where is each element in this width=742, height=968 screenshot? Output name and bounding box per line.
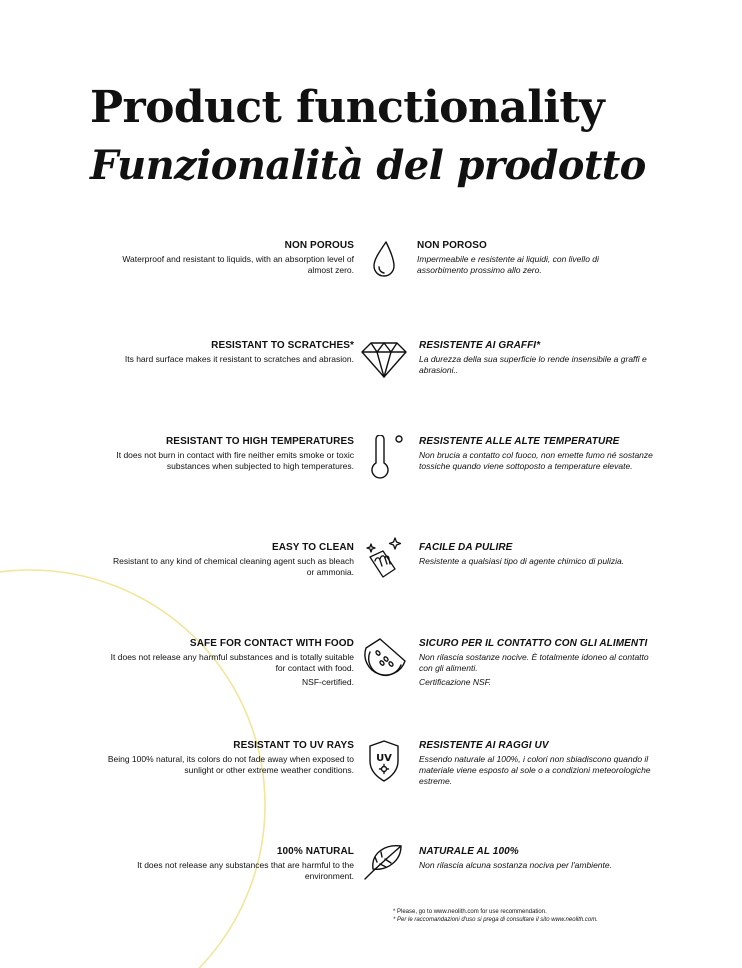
feature-certification-en: NSF-certified. — [302, 677, 354, 687]
feature-description-it: Non brucia a contatto col fuoco, non emette fumo né sostanze tossiche quando viene sottoposto a temperature elevate. — [419, 450, 653, 471]
uv-shield-icon — [361, 739, 407, 783]
feature-text-english — [104, 637, 354, 688]
feature-heading-en: RESISTANT TO UV RAYS — [233, 740, 354, 751]
water-drop-icon — [361, 239, 407, 283]
cleaning-hand-icon — [361, 537, 407, 581]
watermelon-slice-icon — [361, 637, 407, 681]
feature-text-italian — [419, 339, 654, 376]
footnote-it: * Per le raccomandazioni d'uso si prega di consultare il sito www.neolith.com. — [393, 917, 598, 923]
feature-100-percent-natural — [0, 845, 742, 925]
feature-resistant-to-high-temperatures — [0, 435, 742, 515]
feature-description-it: Non rilascia sostanze nocive. È totalmente idoneo al contatto con gli alimenti. — [419, 652, 649, 673]
feature-heading-it: SICURO PER IL CONTATTO CON GLI ALIMENTI — [419, 638, 648, 649]
feature-heading-en: RESISTANT TO HIGH TEMPERATURES — [165, 436, 354, 447]
feature-description-it: Non rilascia alcuna sostanza nociva per l'ambiente. — [419, 860, 612, 870]
feature-text-italian — [419, 435, 654, 472]
feature-description-en: It does not burn in contact with fire neither emits smoke or toxic substances when subjected to high temperatures. — [116, 450, 354, 471]
feature-heading-en: SAFE FOR CONTACT WITH FOOD — [189, 638, 354, 649]
feature-description-en: Being 100% natural, its colors do not fade away when exposed to sunlight or other extreme weather conditions. — [107, 754, 354, 775]
feature-heading-en: RESISTANT TO SCRATCHES* — [211, 340, 354, 351]
feature-heading-it: RESISTENTE AI GRAFFI* — [419, 340, 541, 351]
feature-description-it: Impermeabile e resistente ai liquidi, con livello di assorbimento prossimo allo zero. — [417, 254, 599, 275]
feature-resistant-to-scratches — [0, 339, 742, 419]
feature-text-english — [104, 739, 354, 776]
feature-text-italian — [417, 239, 652, 276]
feature-description-en: Its hard surface makes it resistant to scratches and abrasion. — [124, 354, 354, 364]
feature-heading-it: RESISTENTE AI RAGGI UV — [419, 740, 549, 751]
feature-text-english — [104, 435, 354, 472]
feature-heading-it: NATURALE AL 100% — [419, 846, 519, 857]
footnotes — [393, 908, 598, 924]
svg-text:UV: UV — [376, 753, 392, 764]
feature-heading-it: NON POROSO — [417, 240, 487, 251]
feature-text-english — [104, 541, 354, 578]
page-title: Product functionality — [90, 82, 605, 133]
feature-heading-it: FACILE DA PULIRE — [419, 542, 513, 553]
feature-text-italian — [419, 739, 654, 787]
thermometer-icon — [361, 435, 407, 479]
feature-heading-it: RESISTENTE ALLE ALTE TEMPERATURE — [419, 436, 620, 447]
feature-heading-en: 100% NATURAL — [276, 846, 354, 857]
feature-easy-to-clean — [0, 541, 742, 621]
feature-heading-en: EASY TO CLEAN — [271, 542, 354, 553]
page-subtitle-italian: Funzionalità del prodotto — [90, 142, 646, 189]
feature-text-italian — [419, 637, 654, 688]
feature-text-italian — [419, 541, 654, 567]
feature-certification-it: Certificazione NSF. — [419, 677, 492, 687]
feature-resistant-to-uv-rays — [0, 739, 742, 819]
feature-description-it: La durezza della sua superficie lo rende insensibile a graffi e abrasioni.. — [419, 354, 647, 375]
feature-description-en: Waterproof and resistant to liquids, with an absorption level of almost zero. — [122, 254, 354, 275]
feature-text-english — [104, 845, 354, 882]
feature-safe-for-contact-with-food — [0, 637, 742, 717]
feature-text-english — [104, 339, 354, 365]
leaf-icon — [361, 841, 407, 885]
feature-description-it: Resistente a qualsiasi tipo di agente chimico di pulizia. — [419, 556, 625, 566]
feature-text-english — [104, 239, 354, 276]
feature-non-porous — [0, 239, 742, 319]
feature-description-it: Essendo naturale al 100%, i colori non sbiadiscono quando il materiale viene esposto al sole o a condizioni meteorologiche estreme. — [419, 754, 651, 786]
feature-text-italian — [419, 845, 654, 871]
footnote-en: * Please, go to www.neolith.com for use recommendation. — [393, 909, 547, 915]
feature-description-en: It does not release any harmful substances and is totally suitable for contact with food. — [110, 652, 354, 673]
feature-description-en: It does not release any substances that are harmful to the environment. — [137, 860, 354, 881]
feature-heading-en: NON POROUS — [284, 240, 354, 251]
feature-description-en: Resistant to any kind of chemical cleaning agent such as bleach or ammonia. — [113, 556, 354, 577]
diamond-icon — [361, 339, 407, 383]
